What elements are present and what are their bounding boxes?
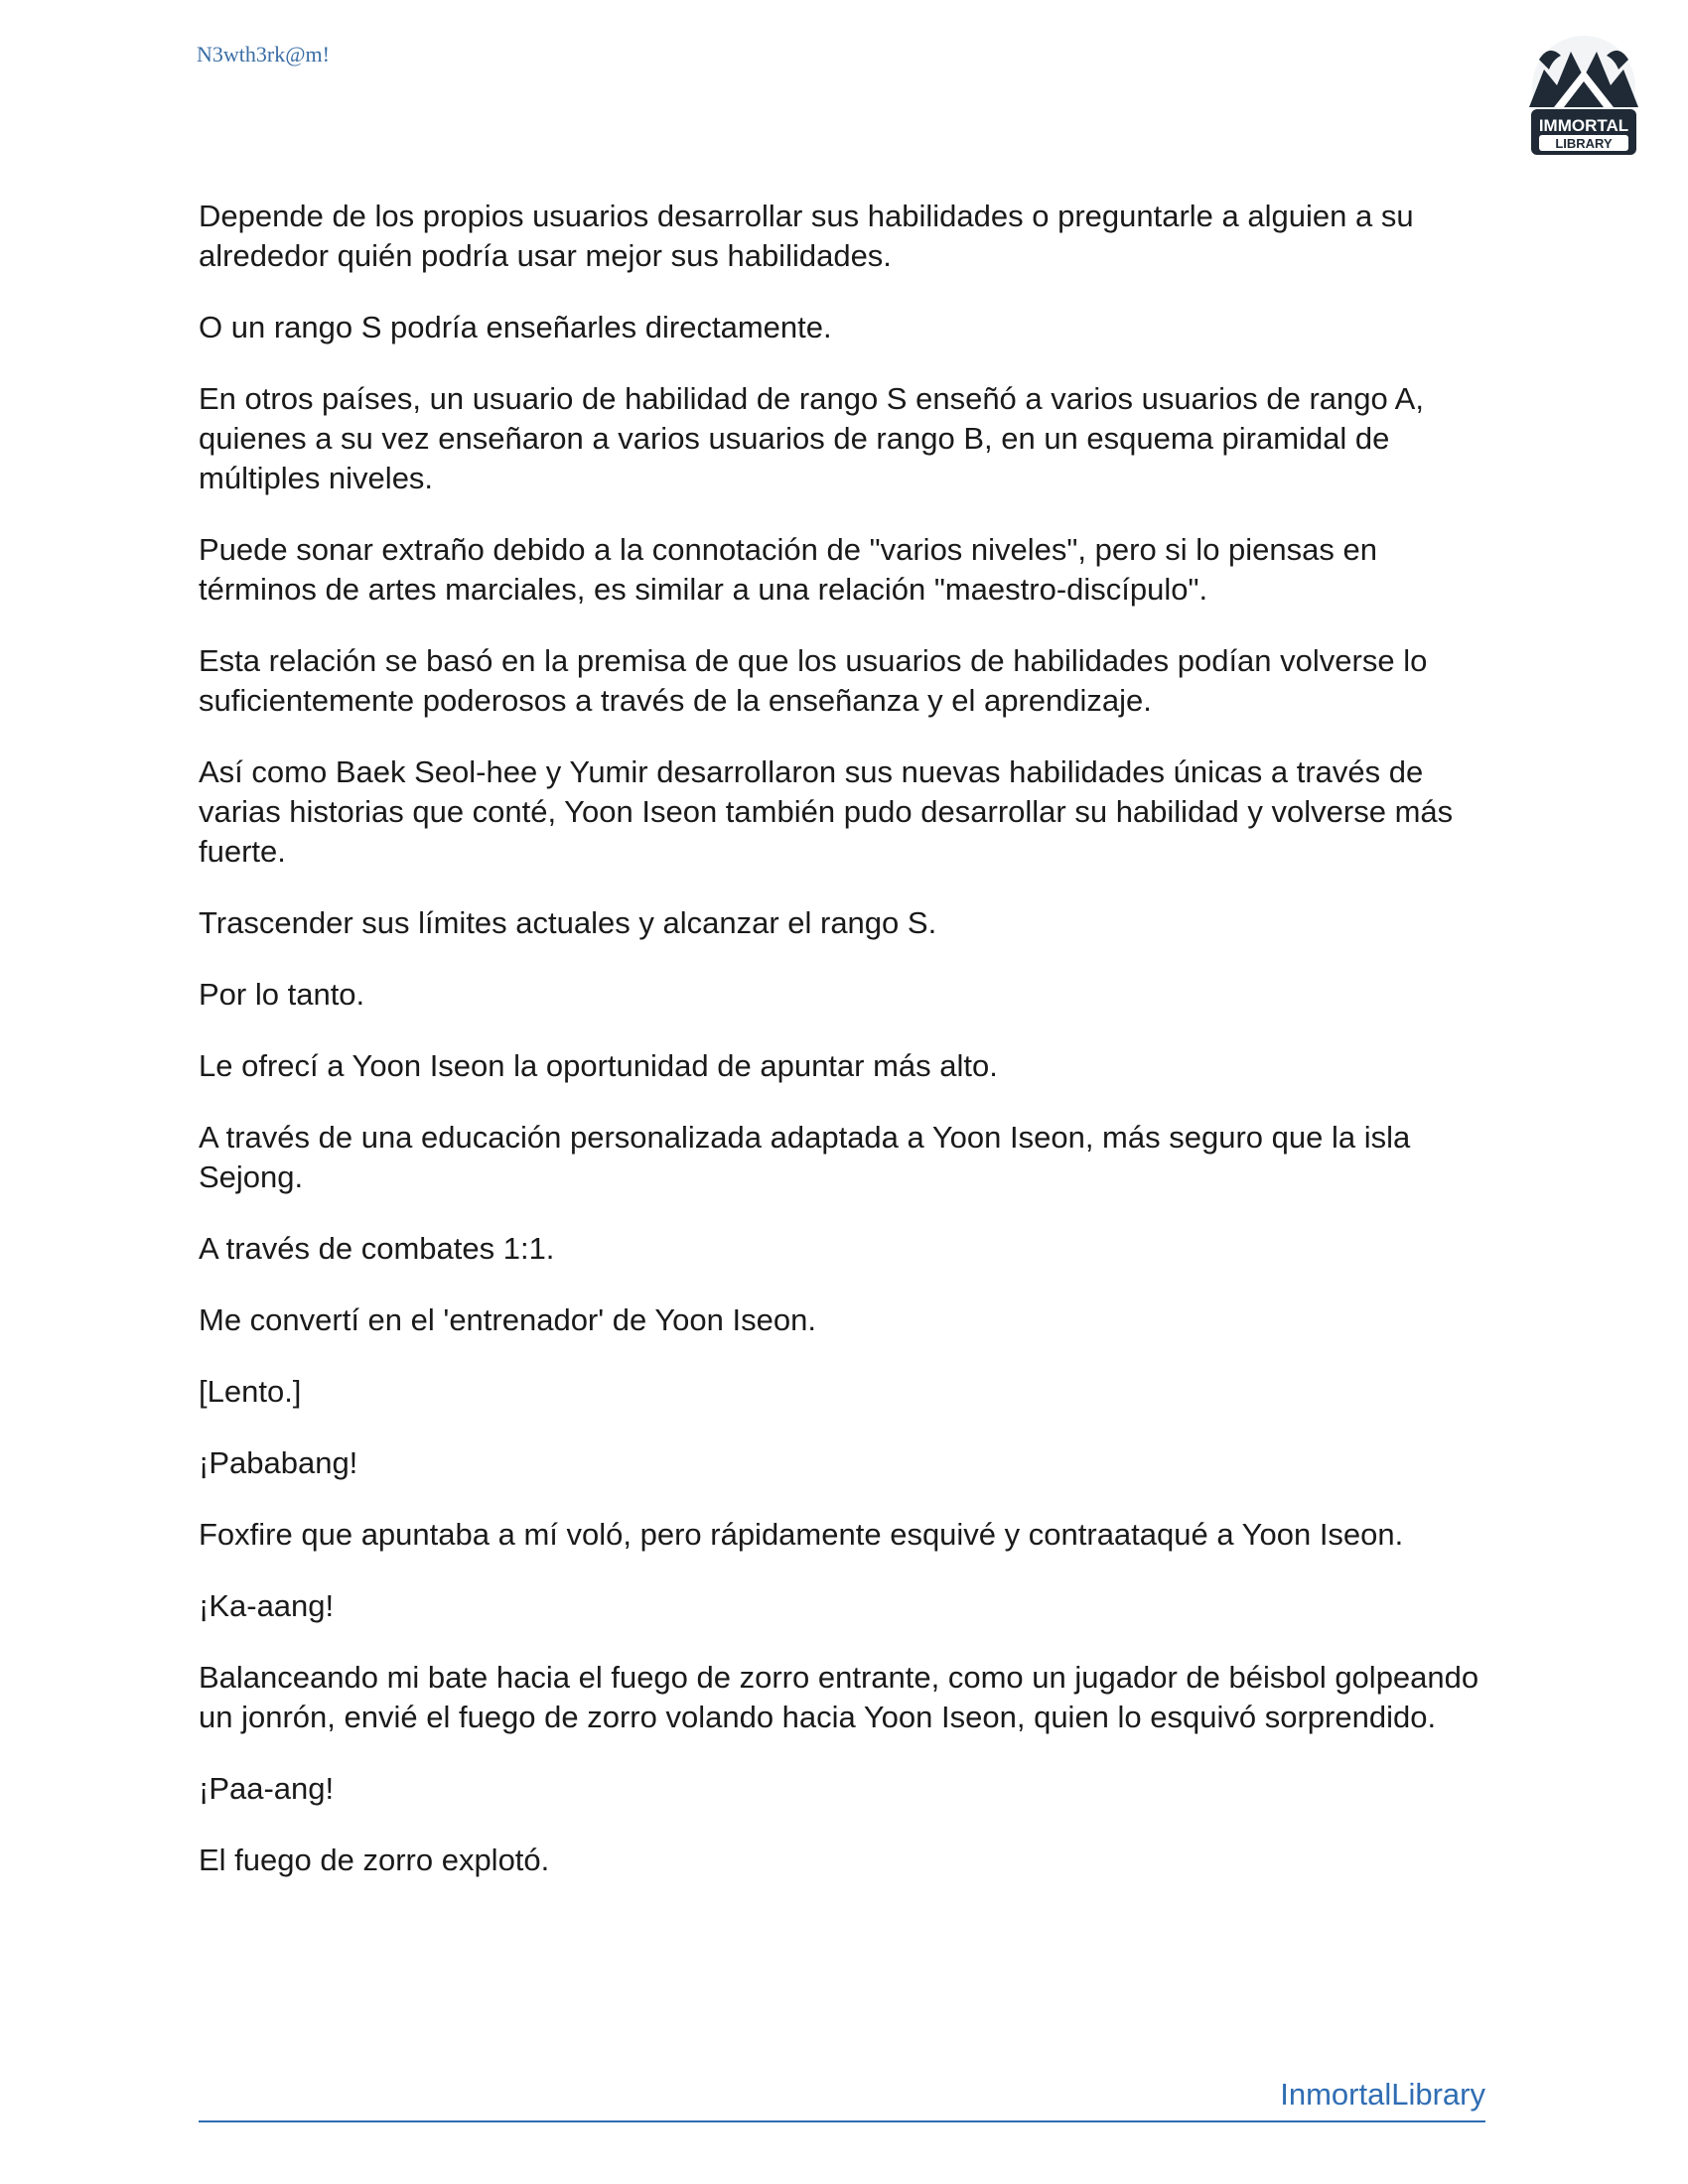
paragraph: ¡Ka-aang!	[199, 1588, 335, 1623]
paragraph: El fuego de zorro explotó.	[199, 1843, 550, 1877]
footer-link[interactable]: InmortalLibrary	[1280, 2077, 1485, 2112]
immortal-library-logo	[1509, 30, 1658, 169]
footer-rule	[199, 2077, 1485, 2122]
logo-line-2: LIBRARY	[1555, 136, 1613, 151]
paragraph: Por lo tanto.	[199, 977, 365, 1012]
paragraph: Foxfire que apuntaba a mí voló, pero rápidamente esquivé y contraataqué a Yoon Iseon.	[199, 1517, 1404, 1552]
paragraph: Puede sonar extraño debido a la connotación de "varios niveles", pero si lo piensas en términos de artes marciales, es similar a una relación "maestro-discípulo".	[199, 532, 1377, 607]
paragraph: Trascender sus límites actuales y alcanzar el rango S.	[199, 905, 937, 940]
paragraph: Esta relación se basó en la premisa de que los usuarios de habilidades podían volverse lo suficientemente poderosos a través de la enseñanza y el aprendizaje.	[199, 643, 1428, 718]
paragraph: Me convertí en el 'entrenador' de Yoon Iseon.	[199, 1302, 816, 1337]
document-body	[199, 197, 1489, 1912]
paragraph: Le ofrecí a Yoon Iseon la oportunidad de apuntar más alto.	[199, 1048, 998, 1083]
paragraph: Depende de los propios usuarios desarrollar sus habilidades o preguntarle a alguien a su alrededor quién podría usar mejor sus habilidades.	[199, 199, 1414, 273]
paragraph: Balanceando mi bate hacia el fuego de zorro entrante, como un jugador de béisbol golpeando un jonrón, envié el fuego de zorro volando hacia Yoon Iseon, quien lo esquivó sorprendido.	[199, 1660, 1479, 1734]
paragraph: [Lento.]	[199, 1374, 302, 1409]
paragraph: ¡Paa-ang!	[199, 1771, 335, 1806]
paragraph: Así como Baek Seol-hee y Yumir desarrollaron sus nuevas habilidades únicas a través de varias historias que conté, Yoon Iseon también pudo desarrollar su habilidad y volverse más fuerte.	[199, 754, 1454, 869]
logo-line-1: IMMORTAL	[1538, 116, 1629, 135]
paragraph: O un rango S podría enseñarles directamente.	[199, 310, 832, 344]
watermark-text: N3wth3rk@m!	[197, 42, 330, 67]
paragraph: ¡Pababang!	[199, 1445, 358, 1480]
paragraph: A través de combates 1:1.	[199, 1231, 555, 1266]
paragraph: En otros países, un usuario de habilidad de rango S enseñó a varios usuarios de rango A, quienes a su vez enseñaron a varios usuarios de rango B, en un esquema piramidal de múltiples niveles.	[199, 381, 1424, 495]
paragraph: A través de una educación personalizada adaptada a Yoon Iseon, más seguro que la isla Sejong.	[199, 1120, 1411, 1194]
